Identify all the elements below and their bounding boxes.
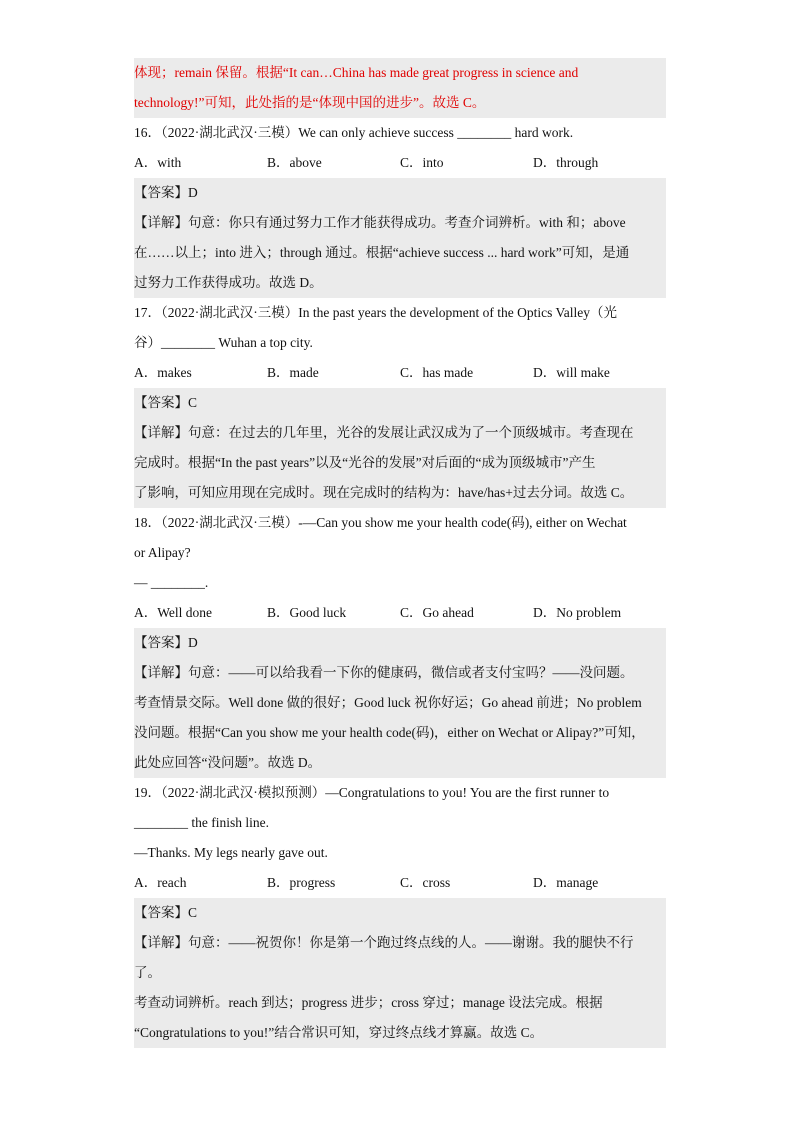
prev-detail-line: technology!”可知，此处指的是“体现中国的进步”。故选 C。 — [134, 95, 486, 110]
question-stem: 16．（2022·湖北武汉·三模）We can only achieve success ________ hard work. — [134, 125, 574, 140]
detail-line: 了。 — [134, 965, 161, 980]
detail-line: 【详解】句意：——可以给我看一下你的健康码，微信或者支付宝吗？——没问题。 — [134, 665, 634, 680]
detail-line: 此处应回答“没问题”。故选 D。 — [134, 755, 322, 770]
question-16 — [134, 118, 666, 298]
question-stem: 19．（2022·湖北武汉·模拟预测）—Congratulations to you! You are the first runner to — [134, 785, 610, 800]
option-d: D．manage — [533, 875, 599, 890]
option-c: C．into — [400, 155, 444, 170]
detail-line: 【详解】句意：你只有通过努力工作才能获得成功。考查介词辨析。with 和；above — [134, 215, 626, 230]
question-18 — [134, 508, 666, 778]
answer-label: 【答案】C — [134, 395, 198, 410]
option-b: B．Good luck — [267, 605, 347, 620]
answer-block — [134, 898, 666, 1048]
option-d: D．No problem — [533, 605, 622, 620]
detail-line: 没问题。根据“Can you show me your health code(码)，either on Wechat or Alipay?”可知， — [134, 725, 645, 740]
detail-line: 【详解】句意：——祝贺你！你是第一个跑过终点线的人。——谢谢。我的腿快不行 — [134, 935, 634, 950]
options-row — [134, 598, 666, 628]
question-stem: — ________. — [134, 575, 209, 590]
question-stem: or Alipay? — [134, 545, 191, 560]
question-stem: ________ the finish line. — [134, 815, 269, 830]
question-stem: 18．（2022·湖北武汉·三模）-—Can you show me your health code(码), either on Wechat — [134, 515, 627, 530]
detail-line: “Congratulations to you!”结合常识可知，穿过终点线才算赢。故选 C。 — [134, 1025, 544, 1040]
option-a: A．makes — [134, 365, 192, 380]
detail-line: 了影响，可知应用现在完成时。现在完成时的结构为：have/has+过去分词。故选 C。 — [134, 485, 634, 500]
question-stem: 17．（2022·湖北武汉·三模）In the past years the development of the Optics Valley（光 — [134, 305, 618, 320]
detail-line: 【详解】句意：在过去的几年里，光谷的发展让武汉成为了一个顶级城市。考查现在 — [134, 425, 634, 440]
option-b: B．progress — [267, 875, 336, 890]
detail-line: 在……以上；into 进入；through 通过。根据“achieve success ... hard work”可知，是通 — [134, 245, 630, 260]
answer-block — [134, 178, 666, 298]
answer-label: 【答案】C — [134, 905, 198, 920]
options-row — [134, 148, 666, 178]
options-row — [134, 358, 666, 388]
option-c: C．Go ahead — [400, 605, 474, 620]
question-stem: 谷）________ Wuhan a top city. — [134, 335, 313, 350]
document-content — [134, 58, 666, 1048]
option-d: D．will make — [533, 365, 610, 380]
option-a: A．with — [134, 155, 182, 170]
option-a: A．reach — [134, 875, 187, 890]
option-a: A．Well done — [134, 605, 213, 620]
answer-label: 【答案】D — [134, 185, 198, 200]
detail-line: 过努力工作获得成功。故选 D。 — [134, 275, 323, 290]
detail-line: 完成时。根据“In the past years”以及“光谷的发展”对后面的“成为顶级城市”产生 — [134, 455, 596, 470]
option-c: C．has made — [400, 365, 474, 380]
detail-line: 考查动词辨析。reach 到达；progress 进步；cross 穿过；manage 设法完成。根据 — [134, 995, 603, 1010]
answer-block — [134, 628, 666, 778]
answer-block — [134, 388, 666, 508]
option-c: C．cross — [400, 875, 451, 890]
option-b: B．made — [267, 365, 319, 380]
question-19 — [134, 778, 666, 1048]
prev-answer-block — [134, 58, 666, 118]
detail-line: 考查情景交际。Well done 做的很好；Good luck 祝你好运；Go ahead 前进；No problem — [134, 695, 642, 710]
option-b: B．above — [267, 155, 322, 170]
options-row — [134, 868, 666, 898]
prev-detail-line: 体现；remain 保留。根据“It can…China has made great progress in science and — [134, 65, 579, 80]
question-17 — [134, 298, 666, 508]
option-d: D．through — [533, 155, 599, 170]
answer-label: 【答案】D — [134, 635, 198, 650]
question-stem: —Thanks. My legs nearly gave out. — [134, 845, 328, 860]
